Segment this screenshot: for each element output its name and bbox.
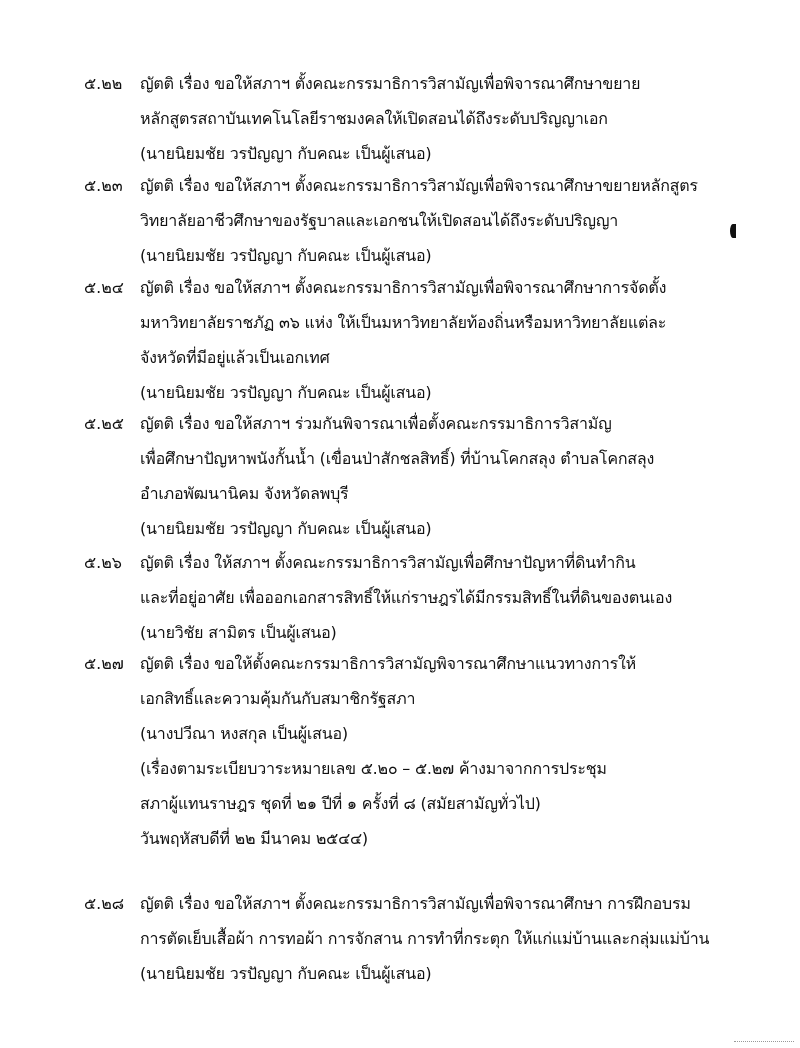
agenda-item-proposer: (นายนิยมชัย วรปัญญา กับคณะ เป็นผู้เสนอ) <box>140 246 432 265</box>
agenda-item-line: วิทยาลัยอาชีวศึกษาของรัฐบาลและเอกชนให้เปิดสอนได้ถึงระดับปริญญา <box>140 211 619 230</box>
agenda-item-number: ๕.๒๒ <box>84 74 123 93</box>
agenda-item-line: ญัตติ เรื่อง ขอให้ตั้งคณะกรรมาธิการวิสามัญพิจารณาศึกษาแนวทางการให้ <box>140 654 636 673</box>
agenda-item-note: (เรื่องตามระเบียบวาระหมายเลข ๕.๒๐ – ๕.๒๗ ค้างมาจากการประชุม <box>140 759 607 778</box>
agenda-item-proposer: (นายนิยมชัย วรปัญญา กับคณะ เป็นผู้เสนอ) <box>140 144 432 163</box>
agenda-item-number: ๕.๒๔ <box>84 278 124 297</box>
agenda-item-note: วันพฤหัสบดีที่ ๒๒ มีนาคม ๒๕๔๔) <box>140 829 368 848</box>
agenda-item-number: ๕.๒๗ <box>84 654 124 673</box>
agenda-item-line: อำเภอพัฒนานิคม จังหวัดลพบุรี <box>140 484 349 503</box>
agenda-item-line: การตัดเย็บเสื้อผ้า การทอผ้า การจักสาน การทำที่กระตุก ให้แก่แม่บ้านและกลุ่มแม่บ้าน <box>140 929 710 948</box>
agenda-item-line: เพื่อศึกษาปัญหาพนังกั้นน้ำ (เขื่อนป่าสักชลสิทธิ์) ที่บ้านโคกสลุง ตำบลโคกสลุง <box>140 449 655 468</box>
agenda-item-line: ญัตติ เรื่อง ขอให้สภาฯ ตั้งคณะกรรมาธิการวิสามัญเพื่อพิจารณาศึกษา การฝึกอบรม <box>140 894 691 913</box>
agenda-item-line: ญัตติ เรื่อง ขอให้สภาฯ ตั้งคณะกรรมาธิการวิสามัญเพื่อพิจารณาศึกษาขยาย <box>140 74 641 93</box>
agenda-item-number: ๕.๒๕ <box>84 414 124 433</box>
agenda-item-proposer: (นายนิยมชัย วรปัญญา กับคณะ เป็นผู้เสนอ) <box>140 383 432 402</box>
agenda-item-number: ๕.๒๓ <box>84 176 123 195</box>
agenda-item-line: มหาวิทยาลัยราชภัฏ ๓๖ แห่ง ให้เป็นมหาวิทยาลัยท้องถิ่นหรือมหาวิทยาลัยแต่ละ <box>140 313 667 332</box>
agenda-item-proposer: (นางปวีณา หงสกุล เป็นผู้เสนอ) <box>140 724 348 743</box>
agenda-item-line: ญัตติ เรื่อง ขอให้สภาฯ ร่วมกันพิจารณาเพื่อตั้งคณะกรรมาธิการวิสามัญ <box>140 414 612 433</box>
agenda-item-line: เอกสิทธิ์และความคุ้มกันกับสมาชิกรัฐสภา <box>140 689 416 708</box>
agenda-item-number: ๕.๒๘ <box>84 894 125 913</box>
agenda-item-proposer: (นายวิชัย สามิตร เป็นผู้เสนอ) <box>140 623 337 642</box>
agenda-item-line: หลักสูตรสถาบันเทคโนโลยีราชมงคลให้เปิดสอนได้ถึงระดับปริญญาเอก <box>140 109 608 128</box>
agenda-item-proposer: (นายนิยมชัย วรปัญญา กับคณะ เป็นผู้เสนอ) <box>140 964 432 983</box>
agenda-item-line: ญัตติ เรื่อง ขอให้สภาฯ ตั้งคณะกรรมาธิการวิสามัญเพื่อพิจารณาศึกษาการจัดตั้ง <box>140 278 667 297</box>
agenda-item-note: สภาผู้แทนราษฎร ชุดที่ ๒๑ ปีที่ ๑ ครั้งที่ ๘ (สมัยสามัญทั่วไป) <box>140 794 541 813</box>
agenda-item-line: ญัตติ เรื่อง ขอให้สภาฯ ตั้งคณะกรรมาธิการวิสามัญเพื่อพิจารณาศึกษาขยายหลักสูตร <box>140 176 698 195</box>
scan-mark <box>730 224 736 238</box>
agenda-item-proposer: (นายนิยมชัย วรปัญญา กับคณะ เป็นผู้เสนอ) <box>140 519 432 538</box>
agenda-item-number: ๕.๒๖ <box>84 553 122 572</box>
agenda-item-line: จังหวัดที่มีอยู่แล้วเป็นเอกเทศ <box>140 348 330 367</box>
scan-edge-mark <box>734 1041 794 1044</box>
agenda-item-line: และที่อยู่อาศัย เพื่อออกเอกสารสิทธิ์ให้แก่ราษฎรได้มีกรรมสิทธิ์ในที่ดินของตนเอง <box>140 588 673 607</box>
agenda-item-line: ญัตติ เรื่อง ให้สภาฯ ตั้งคณะกรรมาธิการวิสามัญเพื่อศึกษาปัญหาที่ดินทำกิน <box>140 553 636 572</box>
